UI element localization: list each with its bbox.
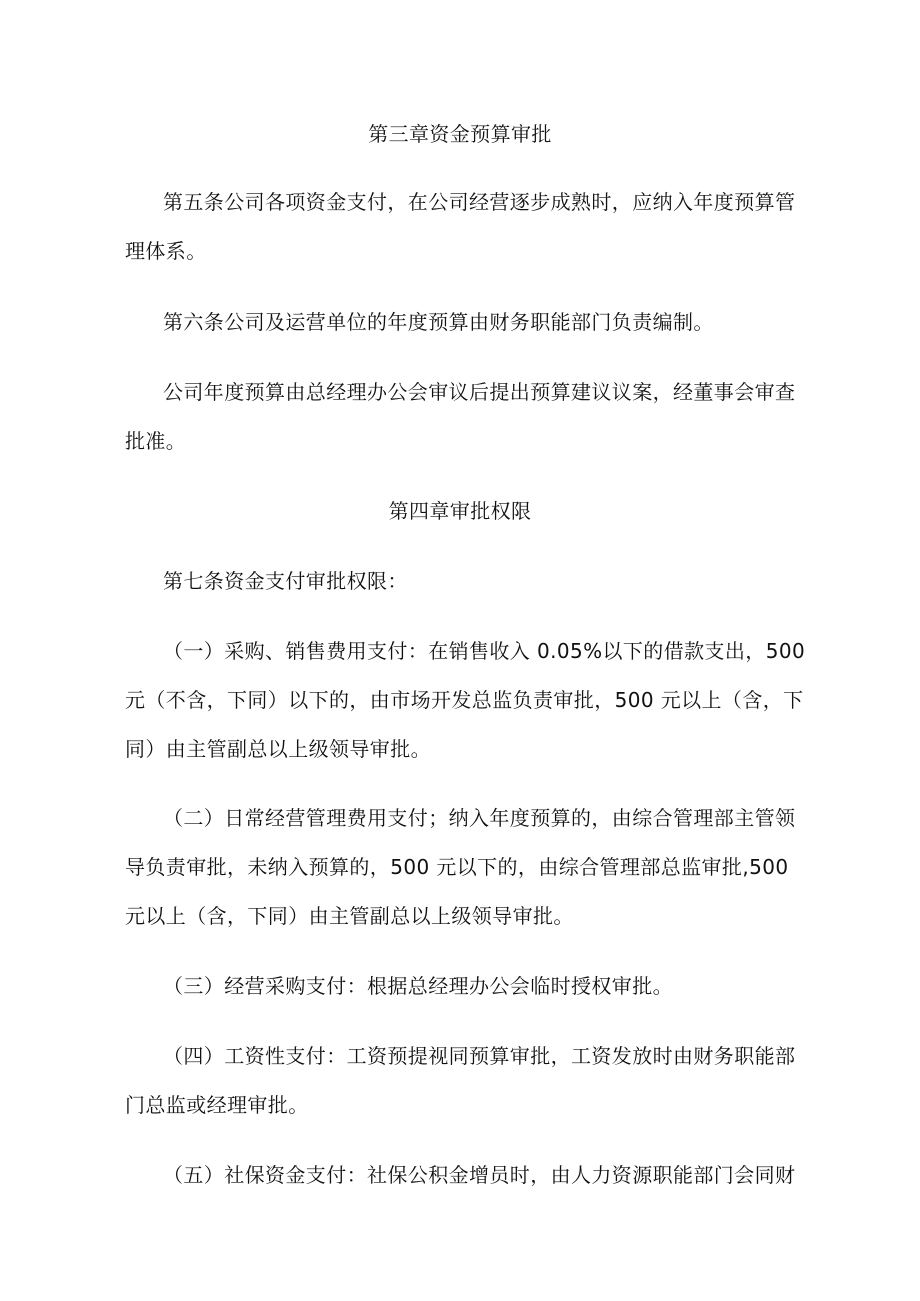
chapter-4-heading: 第四章审批权限 xyxy=(388,499,532,523)
article-5-line-2: 理体系。 xyxy=(125,239,207,263)
budget-paragraph-line-1: 公司年度预算由总经理办公会审议后提出预算建议议案，经董事会审查 xyxy=(163,380,796,404)
article-7: 第七条资金支付审批权限： xyxy=(163,569,408,593)
item-2-line-3: 元以上（含，下同）由主管副总以上级领导审批。 xyxy=(125,904,574,928)
article-6: 第六条公司及运营单位的年度预算由财务职能部门负责编制。 xyxy=(163,310,714,334)
item-4-line-2: 门总监或经理审批。 xyxy=(125,1093,309,1117)
item-1-line-2: 元（不含，下同）以下的，由市场开发总监负责审批，500 元以上（含，下 xyxy=(125,688,804,712)
budget-paragraph-line-2: 批准。 xyxy=(125,429,187,453)
item-4-line-1: （四）工资性支付：工资预提视同预算审批，工资发放时由财务职能部 xyxy=(163,1044,796,1068)
chapter-3-heading: 第三章资金预算审批 xyxy=(368,122,552,146)
item-3: （三）经营采购支付：根据总经理办公会临时授权审批。 xyxy=(163,974,673,998)
item-2-line-1: （二）日常经营管理费用支付；纳入年度预算的，由综合管理部主管领 xyxy=(163,806,796,830)
item-2-line-2: 导负责审批，未纳入预算的，500 元以下的，由综合管理部总监审批,500 xyxy=(125,855,789,879)
item-5-line-1: （五）社保资金支付：社保公积金增员时，由人力资源职能部门会同财 xyxy=(163,1163,796,1187)
item-1-line-1: （一）采购、销售费用支付：在销售收入 0.05%以下的借款支出，500 xyxy=(163,639,806,663)
item-1-line-3: 同）由主管副总以上级领导审批。 xyxy=(125,737,431,761)
article-5-line-1: 第五条公司各项资金支付，在公司经营逐步成熟时，应纳入年度预算管 xyxy=(163,190,796,214)
